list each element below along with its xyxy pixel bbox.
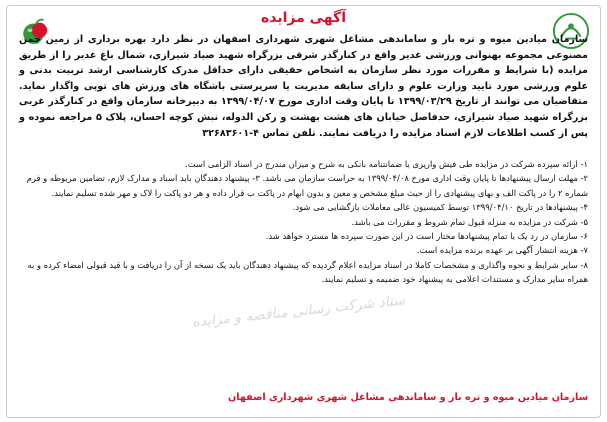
page-title: آگهی مزایده [260, 10, 346, 26]
condition-item: ۸- سایر شرایط و نحوه واگذاری و مشخصات کاملا در اسناد مزایده اعلام گردیده که پیشنهاد دهندگان باید یک نسخه از آن را دریافت و با قید قبولی امضاء کرده و به همراه سایر مدارک و مستندات اعلامی به پیشنهاد خود ضمیمه و تسلیم نمایند. [27, 259, 588, 285]
condition-item: ۶- سازمان در رد یک یا تمام پیشنهادها مختار است در این صورت سپرده ها مسترد خواهد شد. [265, 231, 588, 242]
watermark: ستاد شرکت رسانی مناقصه و مزایده [191, 292, 406, 331]
intro-paragraph: سازمان میادین میوه و تره بار و ساماندهی مشاغل شهری شهرداری اصفهان در نظر دارد بهره برداری از زمین چمن مصنوعی مجموعه بهنوانی ورزشی غدیر واقع در کنارگذر شرقی بزرگراه شهید صیاد شیرازی، شمال باغ غدیر را از طریق مزایده (با شرایط و مقررات مورد نظر سازمان به اشخاص حقیقی دارای حداقل مدرک کارشناسی ارشد تربیت بدنی و علوم ورزشی مورد تایید وزارت علوم و دارای سابقه مدیریت یا سرپرستی باشگاه های ورزش های توپی واگذار نماید. متقاضیان می توانند از تاریخ ۱۳۹۹/۰۳/۲۹ تا پایان وقت اداری مورخ ۱۳۹۹/۰۴/۰۷ به دبیرخانه سازمان واقع در کنارگذر غربی بزرگراه شهید صیاد شیرازی، حدفاصل خیابان های هشت بهشت و رکن الدوله، نبش کوچه احسان، پلاک ۵ مراجعه نموده و پس از کسب اطلاعات لازم اسناد مزایده را دریافت نمایند. تلفن تماس ۴-۳۲۶۸۳۶۰۱ [19, 34, 589, 139]
condition-item: ۴- پیشنهادها در تاریخ ۱۳۹۹/۰۴/۱۰ توسط کمیسیون عالی معاملات بازگشایی می شود. [292, 202, 588, 213]
signature-line: سازمان میادین میوه و تره بار و ساماندهی مشاغل شهری شهرداری اصفهان [228, 392, 588, 403]
conditions-list [19, 157, 588, 287]
condition-item: ۵- شرکت در مزایده به منزله قبول تمام شروط و مقررات می باشد. [351, 216, 588, 227]
condition-item: ۲- مهلت ارسال پیشنهادها تا پایان وقت اداری مورخ ۱۳۹۹/۰۴/۰۸ به حراست سازمان می باشد. ۳- پیشنهاد دهندگان باید اسناد و مدارک لازم، تضامین مربوطه و فرم شماره ۲ را در پاکت الف و بهای پیشنهادی را از حیث مبلغ مشخص و معین و بدون ابهام در پاکت ب قرار داده و هر دو پاکت را لاک و مهر شده تسلیم نمایند. [26, 173, 588, 198]
condition-item: ۷- هزینه انتشار آگهی بر عهده برنده مزایده است. [416, 245, 588, 256]
auction-notice [6, 5, 601, 418]
condition-item: ۱- ارائه سپرده شرکت در مزایده طی فیش واریزی یا ضمانتنامه بانکی به شرح و میزان مندرج در اسناد الزامی است. [185, 159, 588, 169]
